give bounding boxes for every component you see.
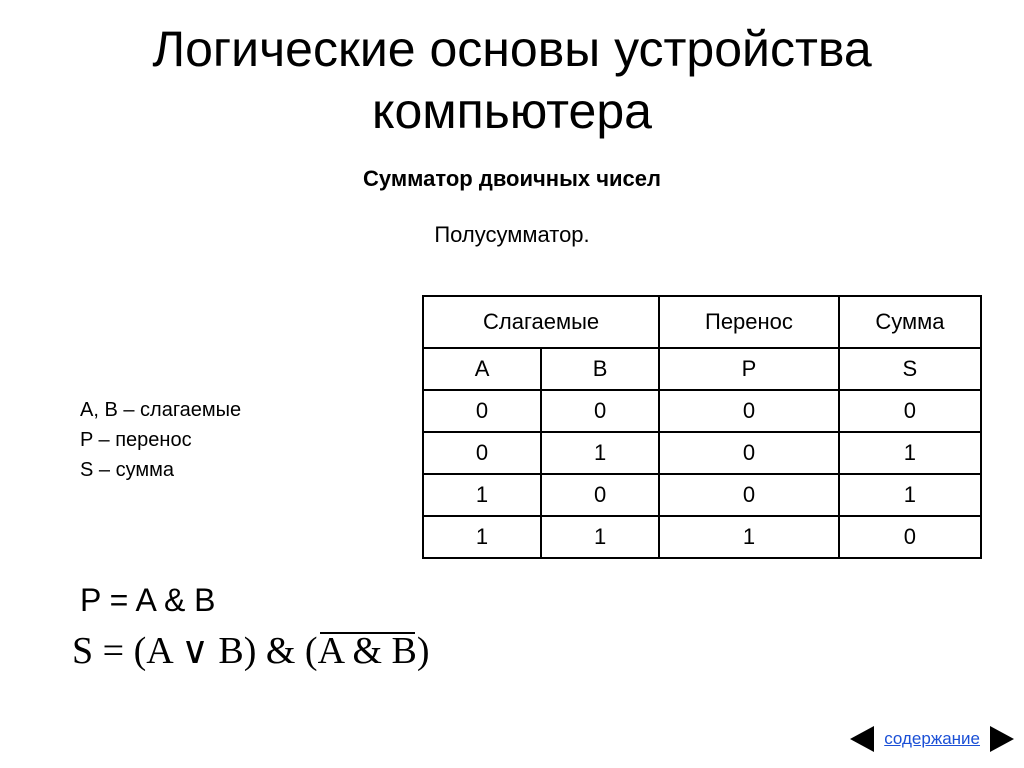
table-cell: 0	[659, 432, 839, 474]
sum-formula-negated: A & B	[317, 630, 417, 672]
table-group-header-row	[423, 296, 981, 348]
variable-legend	[80, 395, 241, 485]
next-arrow-icon[interactable]	[990, 726, 1014, 752]
half-adder-caption: Полусумматор.	[434, 222, 590, 247]
table-row	[423, 390, 981, 432]
table-cell: 1	[659, 516, 839, 558]
table-row	[423, 474, 981, 516]
column-b: B	[541, 348, 659, 390]
prev-arrow-icon[interactable]	[850, 726, 874, 752]
section-subtitle: Сумматор двоичных чисел	[363, 166, 661, 191]
slide-navigation	[850, 724, 1014, 754]
sum-formula-suffix: )	[416, 630, 430, 672]
column-a: A	[423, 348, 541, 390]
table-cell: 1	[839, 474, 981, 516]
header-carry: Перенос	[659, 296, 839, 348]
legend-item: P – перенос	[80, 429, 192, 451]
table-column-header-row	[423, 348, 981, 390]
sum-formula-prefix: S = (A ∨ B) & (	[72, 630, 318, 672]
table-cell: 1	[839, 432, 981, 474]
table-cell: 0	[839, 390, 981, 432]
column-s: S	[839, 348, 981, 390]
table-cell: 1	[541, 516, 659, 558]
sum-formula	[72, 628, 430, 673]
contents-link[interactable]: содержание	[884, 729, 980, 748]
column-p: P	[659, 348, 839, 390]
legend-item: S – сумма	[80, 459, 174, 481]
table-cell: 0	[541, 390, 659, 432]
slide-title	[0, 18, 1024, 142]
table-cell: 0	[423, 432, 541, 474]
title-line-1: Логические основы устройства	[152, 21, 872, 77]
carry-formula: P = A & B	[80, 582, 216, 618]
table-row	[423, 516, 981, 558]
table-cell: 0	[541, 474, 659, 516]
header-addends: Слагаемые	[423, 296, 659, 348]
truth-table	[422, 295, 982, 559]
table-cell: 1	[423, 474, 541, 516]
legend-item: A, B – слагаемые	[80, 399, 242, 421]
header-sum: Сумма	[839, 296, 981, 348]
title-line-2: компьютера	[372, 83, 652, 139]
table-row	[423, 432, 981, 474]
table-cell: 0	[659, 390, 839, 432]
table-cell: 1	[541, 432, 659, 474]
table-cell: 0	[839, 516, 981, 558]
table-cell: 0	[423, 390, 541, 432]
table-cell: 1	[423, 516, 541, 558]
table-cell: 0	[659, 474, 839, 516]
